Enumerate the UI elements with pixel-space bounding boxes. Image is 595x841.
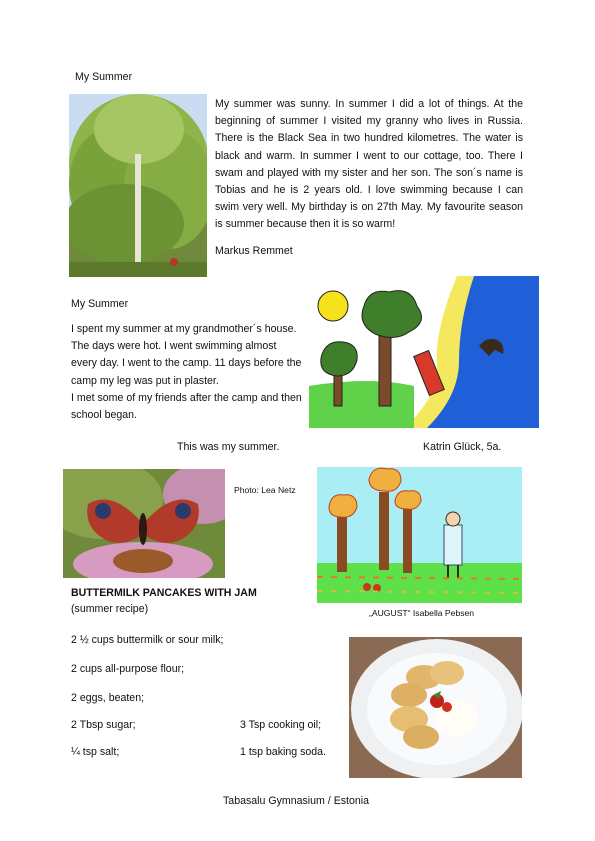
article2-title: My Summer — [71, 298, 129, 310]
birch-tree-photo — [69, 94, 207, 277]
pancakes-photo — [349, 637, 522, 778]
ingredient: 2 ½ cups buttermilk or sour milk; — [71, 634, 224, 646]
article2-closing: This was my summer. — [177, 441, 280, 453]
article2-author: Katrin Glück, 5a. — [423, 441, 502, 453]
article1-author: Markus Remmet — [215, 245, 293, 257]
article1-body: My summer was sunny. In summer I did a lot of things. At the beginning of summer I visited my granny who lives in Russia. There is the Black Sea in two hundred kilometres. The water is black and warm. In summer I went to our cottage, too. There I swam and played with my sister and her son. The son´s name is Tobias and he is 2 years old. I love swimming because I can swim very well. My birthday is on 27th May. My favourite season is summer because then it is so warm! — [215, 98, 523, 231]
recipe-subtitle: (summer recipe) — [71, 603, 149, 615]
article2-line: I spent my summer at my grandmother´s house. — [71, 323, 297, 335]
ingredient: 2 eggs, beaten; — [71, 692, 145, 704]
ingredient: 1 tsp baking soda. — [240, 746, 326, 758]
ingredient: ¼ tsp salt; — [71, 746, 120, 758]
photo-credit: Photo: Lea Netz — [234, 485, 296, 495]
article2-body — [71, 321, 303, 424]
forest-drawing — [317, 467, 522, 603]
drawing-caption: „AUGUST“ Isabella Pebsen — [369, 608, 475, 618]
ingredient: 2 cups all-purpose flour; — [71, 663, 185, 675]
beach-drawing — [309, 276, 539, 428]
footer: Tabasalu Gymnasium / Estonia — [223, 795, 370, 807]
article1-title: My Summer — [75, 71, 133, 83]
ingredient: 3 Tsp cooking oil; — [240, 719, 322, 731]
recipe-title: BUTTERMILK PANCAKES WITH JAM — [71, 587, 257, 599]
article2-line: I met some of my friends after the camp and then school began. — [71, 391, 302, 422]
ingredient: 2 Tbsp sugar; — [71, 719, 136, 731]
butterfly-photo — [63, 469, 225, 578]
article2-line: The days were hot. I went swimming almost every day. I went to the camp. 11 days before the camp my leg was put in plaster. — [71, 340, 302, 387]
